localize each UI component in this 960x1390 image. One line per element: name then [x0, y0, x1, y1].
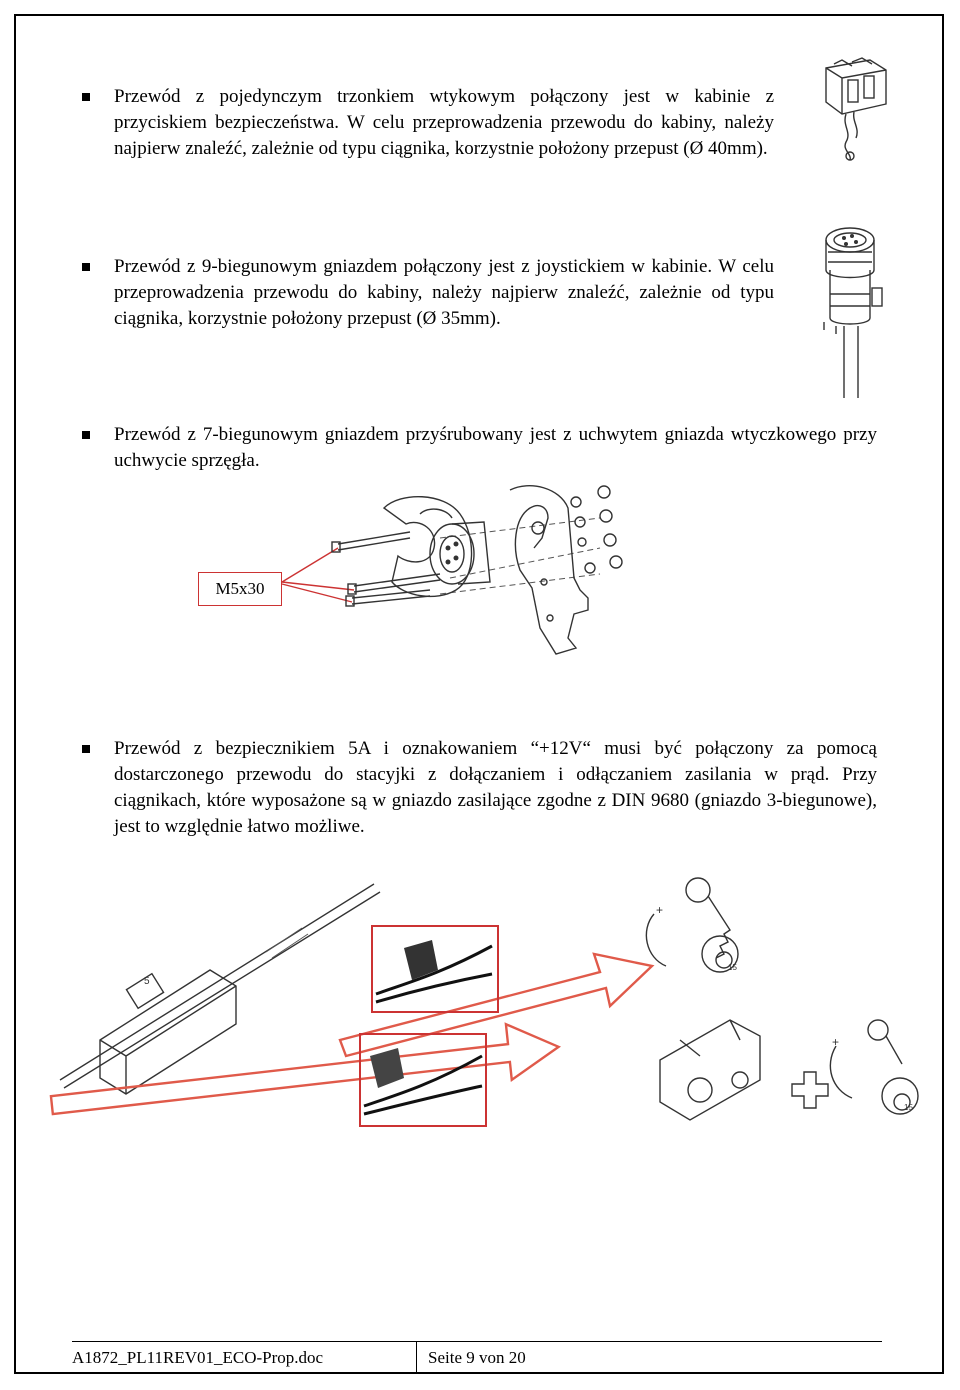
bullet-icon: [82, 93, 90, 101]
footer-page-number: Seite 9 von 20: [428, 1348, 526, 1367]
single-pin-connector-illustration: [812, 56, 892, 166]
fuse-rating-mark: 5: [144, 976, 150, 987]
bullet-icon: [82, 263, 90, 271]
bullet-icon: [82, 431, 90, 439]
nine-pin-socket-illustration: [818, 222, 898, 400]
footer-divider: [416, 1342, 417, 1372]
key-number-1: 15: [728, 963, 737, 972]
bullet-icon: [82, 745, 90, 753]
seven-pin-socket-exploded-illustration: [280, 478, 640, 668]
page-frame: [14, 14, 944, 1374]
paragraph-4: [114, 736, 877, 840]
paragraph-2-text: Przewód z 9-biegunowym gniazdem połączony jest z joystickiem w kabinie. W celu przeprowadzenia przewodu do kabiny, należy najpierw znaleźć, zależnie od typu ciągnika, korzystnie położony przepust (Ø 35mm).: [114, 256, 774, 329]
paragraph-2: [114, 254, 774, 332]
key-number-2: 15: [904, 1103, 913, 1112]
bolt-size-text: M5x30: [215, 579, 265, 598]
paragraph-4-text: Przewód z bezpiecznikiem 5A i oznakowaniem “+12V“ musi być połączony za pomocą dostarczonego przewodu do stacyjki z dołączaniem i odłączaniem zasilania w prąd. Przy ciągnikach, które wyposażone są w gniazdo zasilające zgodne z DIN 9680 (gniazdo 3-biegunowe), jest to względnie łatwo możliwe.: [114, 738, 877, 837]
fuse-cable-illustration: [40, 870, 920, 1150]
paragraph-3: [114, 422, 877, 474]
paragraph-1: [114, 84, 774, 162]
paragraph-3-text: Przewód z 7-biegunowym gniazdem przyśrubowany jest z uchwytem gniazda wtyczkowego przy uchwycie sprzęgła.: [114, 424, 877, 471]
page-footer: [72, 1341, 882, 1372]
plus-sign-2: +: [832, 1035, 840, 1049]
footer-document-name: A1872_PL11REV01_ECO-Prop.doc: [72, 1348, 324, 1367]
paragraph-1-text: Przewód z pojedynczym trzonkiem wtykowym połączony jest w kabinie z przyciskiem bezpieczeństwa. W celu przeprowadzenia przewodu do kabiny, należy najpierw znaleźć, zależnie od typu ciągnika, korzystnie położony przepust (Ø 40mm).: [114, 86, 774, 159]
bolt-size-label: [198, 572, 282, 606]
plus-sign-1: +: [656, 903, 664, 917]
